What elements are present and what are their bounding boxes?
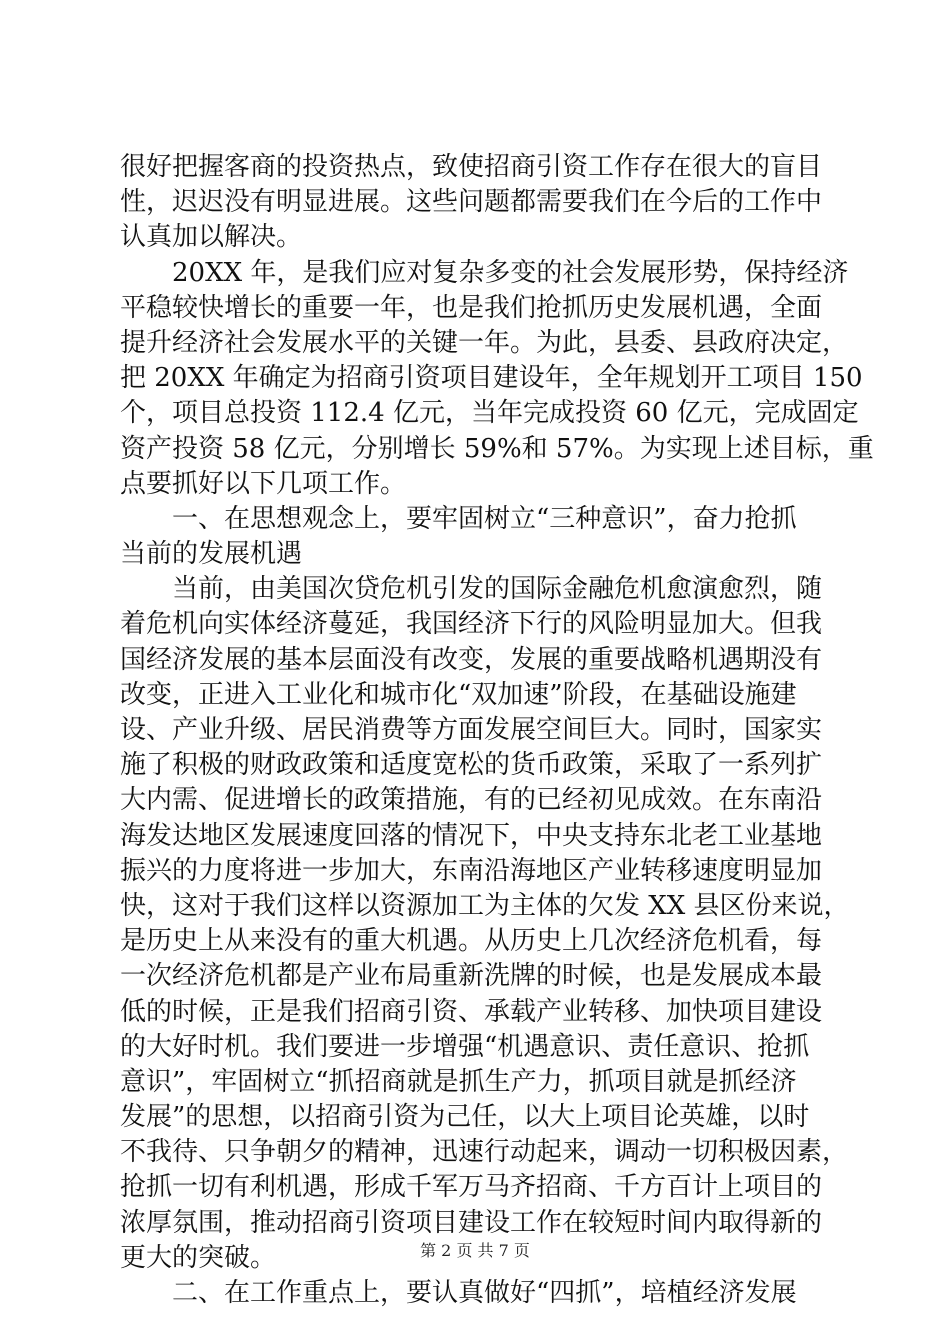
- text-line: 抢抓一切有利机遇，形成千军万马齐招商、千方百计上项目的: [120, 1172, 823, 1203]
- text-line: 20XX 年，是我们应对复杂多变的社会发展形势，保持经济: [120, 257, 849, 288]
- text-line: 性，迟迟没有明显进展。这些问题都需要我们在今后的工作中: [120, 187, 823, 218]
- text-line: 低的时候，正是我们招商引资、承载产业转移、加快项目建设: [120, 996, 823, 1027]
- text-line: 快，这对于我们这样以资源加工为主体的欠发 XX 县区份来说，: [120, 890, 850, 921]
- text-line: 更大的突破。: [120, 1242, 277, 1273]
- text-line: 提升经济社会发展水平的关键一年。为此，县委、县政府决定，: [120, 327, 849, 358]
- section-heading-line: 一、在思想观念上，要牢固树立“三种意识”，奋力抢抓: [120, 503, 797, 534]
- text-line: 认真加以解决。: [120, 222, 303, 253]
- text-line: 是历史上从来没有的重大机遇。从历史上几次经济危机看，每: [120, 926, 823, 957]
- text-line: 浓厚氛围，推动招商引资项目建设工作在较短时间内取得新的: [120, 1207, 823, 1238]
- text-line: 改变，正进入工业化和城市化“双加速”阶段，在基础设施建: [120, 679, 797, 710]
- text-line: 当前，由美国次贷危机引发的国际金融危机愈演愈烈，随: [120, 574, 823, 605]
- text-line: 的大好时机。我们要进一步增强“机遇意识、责任意识、抢抓: [120, 1031, 810, 1062]
- text-line: 设、产业升级、居民消费等方面发展空间巨大。同时，国家实: [120, 715, 823, 745]
- text-line: 施了积极的财政政策和适度宽松的货币政策，采取了一系列扩: [120, 750, 823, 781]
- text-line: 一次经济危机都是产业布局重新洗牌的时候，也是发展成本最: [120, 961, 823, 992]
- document-body: [120, 150, 874, 1311]
- text-line: 点要抓好以下几项工作。: [120, 468, 407, 499]
- page-number: 第 2 页 共 7 页: [420, 1241, 530, 1260]
- text-line: 个，项目总投资 112.4 亿元，当年完成投资 60 亿元，完成固定: [120, 398, 859, 429]
- text-line: 振兴的力度将进一步加大，东南沿海地区产业转移速度明显加: [120, 855, 823, 886]
- text-line: 平稳较快增长的重要一年，也是我们抢抓历史发展机遇，全面: [120, 292, 823, 323]
- text-line: 着危机向实体经济蔓延，我国经济下行的风险明显加大。但我: [120, 609, 823, 640]
- section-heading-line: 二、在工作重点上，要认真做好“四抓”，培植经济发展: [120, 1278, 797, 1308]
- text-line: 发展”的思想，以招商引资为己任，以大上项目论英雄，以时: [120, 1102, 810, 1133]
- text-line: 不我待、只争朝夕的精神，迅速行动起来，调动一切积极因素，: [120, 1137, 849, 1168]
- text-line: 很好把握客商的投资热点，致使招商引资工作存在很大的盲目: [120, 152, 823, 182]
- text-line: 国经济发展的基本层面没有改变，发展的重要战略机遇期没有: [120, 644, 823, 675]
- text-line: 海发达地区发展速度回落的情况下，中央支持东北老工业基地: [120, 820, 823, 851]
- text-line: 资产投资 58 亿元，分别增长 59%和 57%。为实现上述目标，重: [120, 433, 874, 464]
- text-line: 大内需、促进增长的政策措施，有的已经初见成效。在东南沿: [120, 785, 823, 816]
- section-heading-line: 当前的发展机遇: [120, 539, 303, 570]
- text-line: 意识”，牢固树立“抓招商就是抓生产力，抓项目就是抓经济: [120, 1066, 797, 1097]
- text-line: 把 20XX 年确定为招商引资项目建设年，全年规划开工项目 150: [120, 363, 863, 394]
